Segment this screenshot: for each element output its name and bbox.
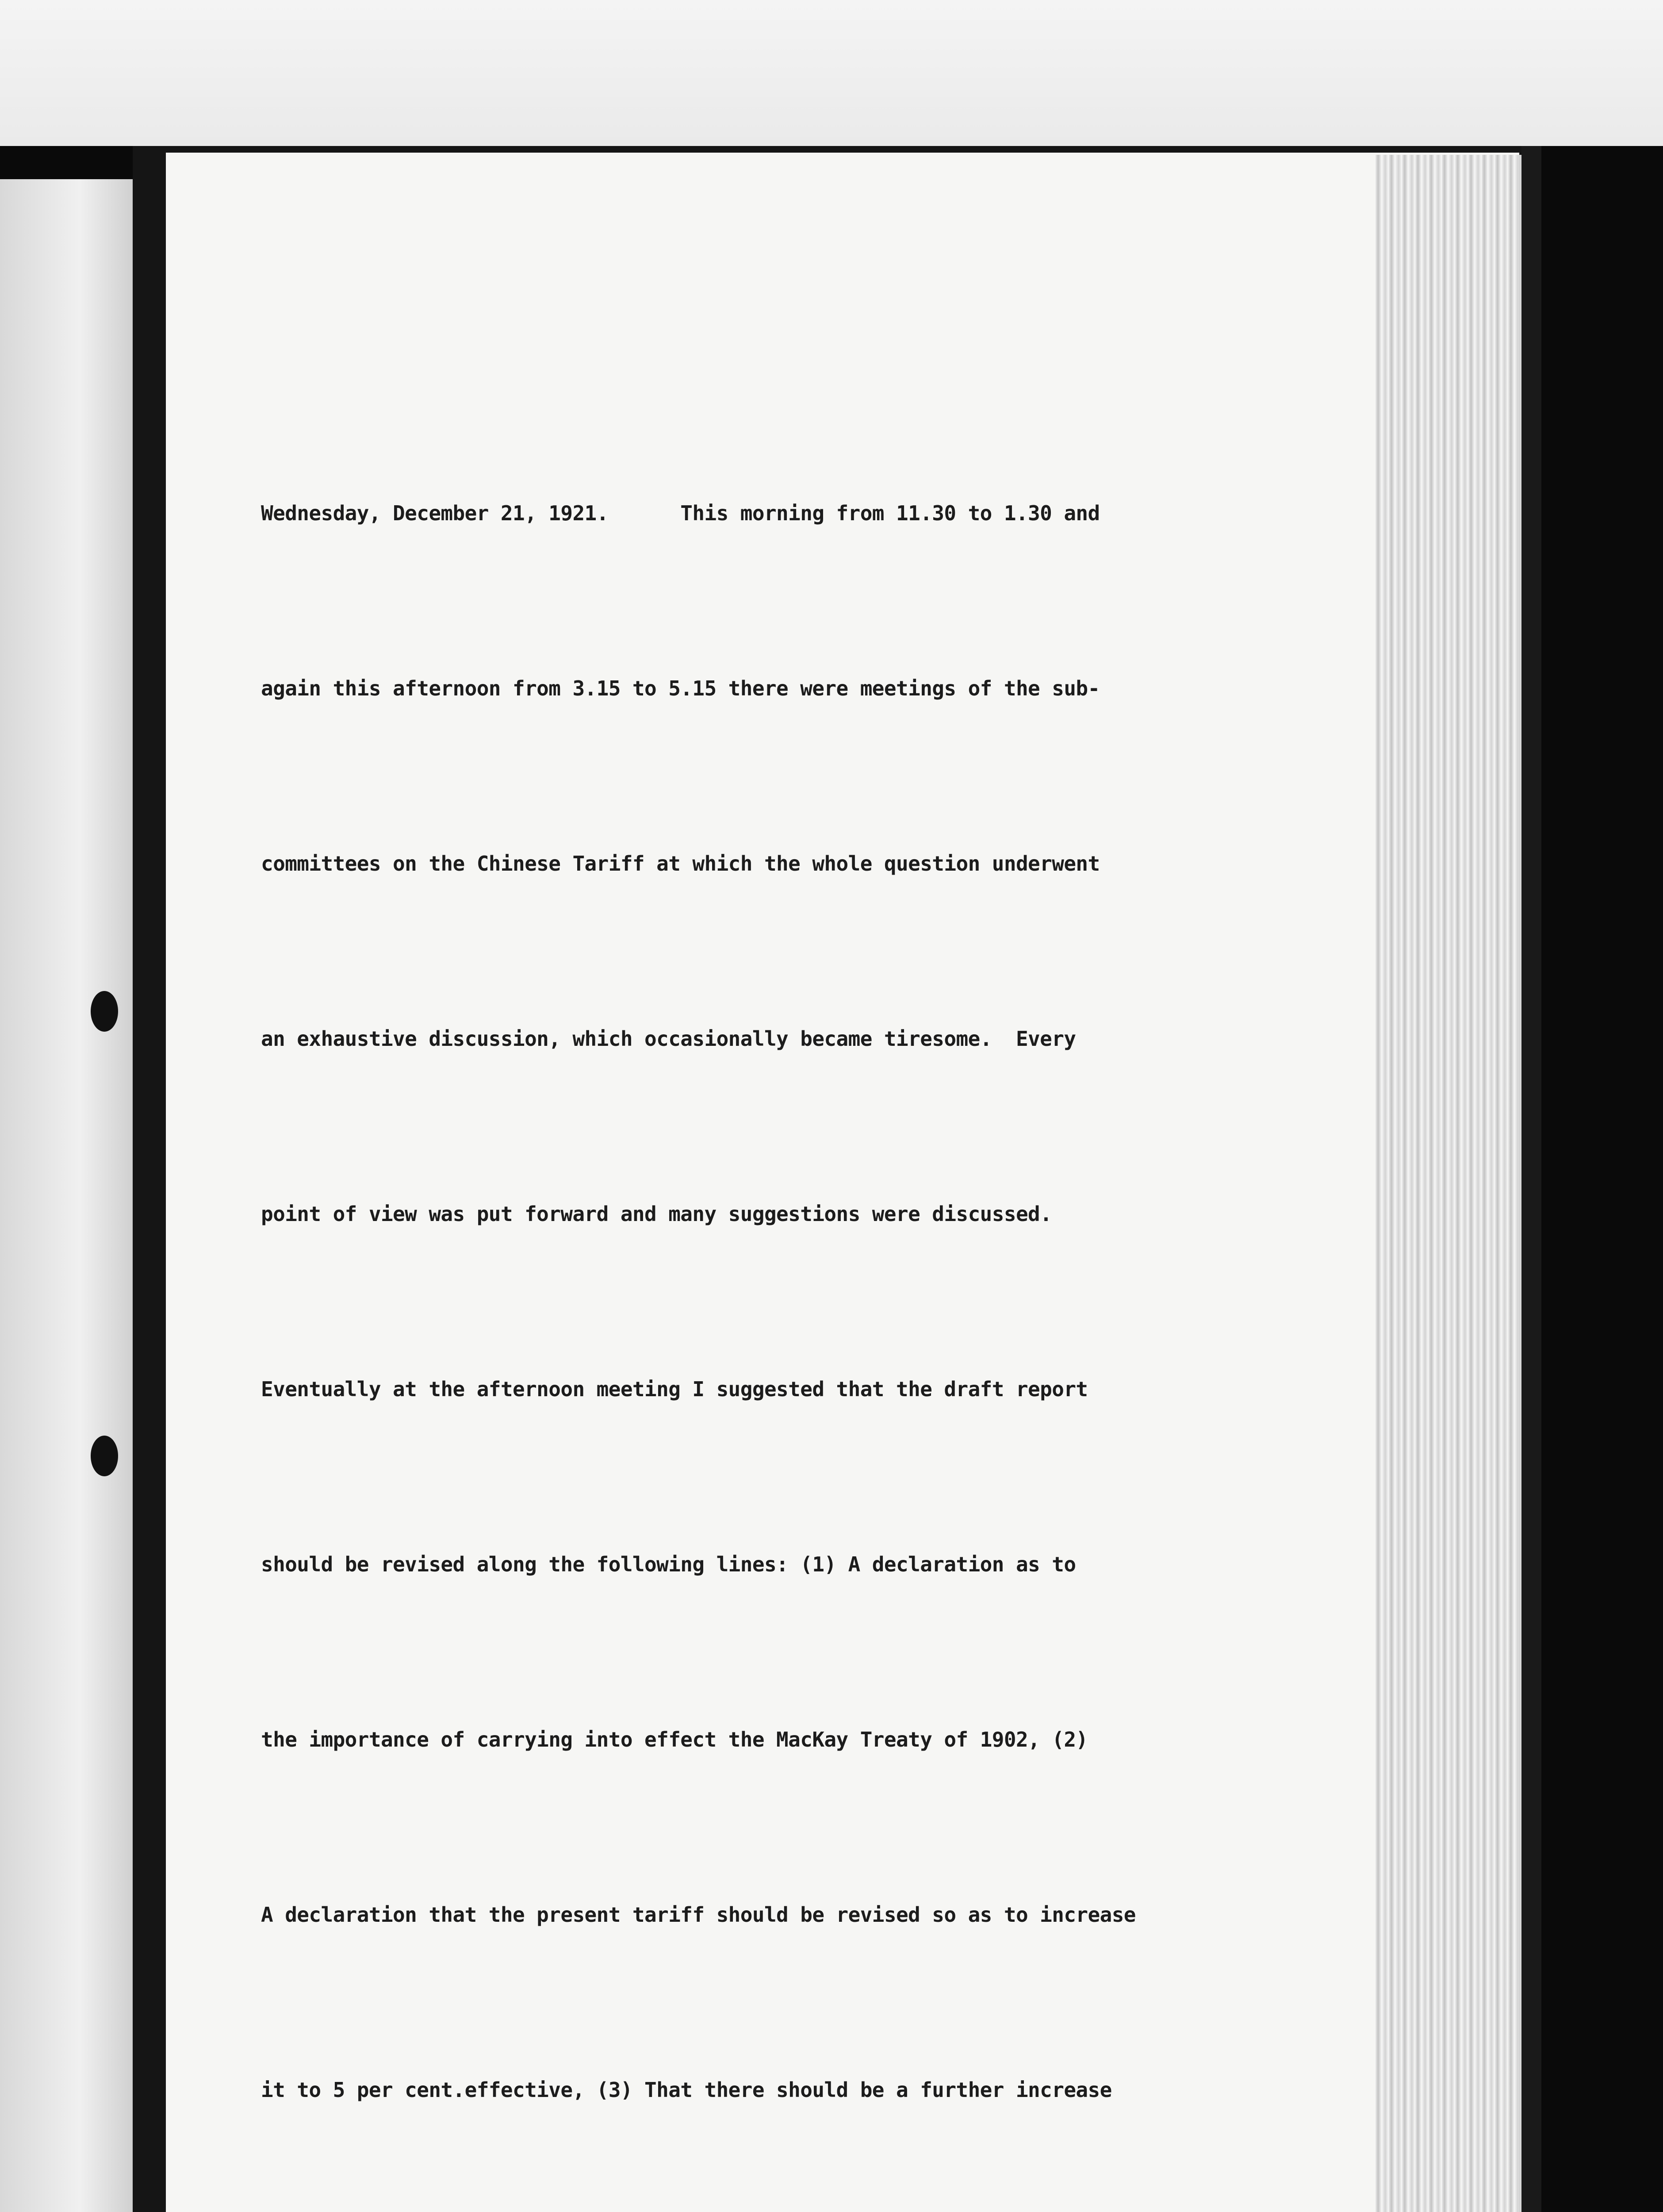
text-line: the importance of carrying into effect the MacKay Treaty of 1902, (2) xyxy=(261,1728,1088,1751)
text-line: Wednesday, December 21, 1921. This morning from 11.30 to 1.30 and xyxy=(261,501,1100,525)
text-line: should be revised along the following lines: (1) A declaration as to xyxy=(261,1552,1076,1576)
binder-hole-bottom xyxy=(91,1436,118,1476)
text-line: again this afternoon from 3.15 to 5.15 there were meetings of the sub- xyxy=(261,676,1100,700)
text-line: an exhaustive discussion, which occasionally became tiresome. Every xyxy=(261,1027,1076,1051)
top-margin xyxy=(0,0,1663,146)
text-line: Eventually at the afternoon meeting I suggested that the draft report xyxy=(261,1377,1088,1401)
binder-spine-right xyxy=(1521,146,1541,2212)
binder-hole-top xyxy=(91,991,118,1032)
facing-page-edge xyxy=(0,179,133,2212)
text-line: point of view was put forward and many suggestions were discussed. xyxy=(261,1202,1052,1226)
text-line: it to 5 per cent.effective, (3) That there should be a further increase xyxy=(261,2078,1112,2102)
text-line: A declaration that the present tariff should be revised so as to increase xyxy=(261,1903,1136,1927)
stacked-page-edges xyxy=(1376,155,1521,2212)
typed-text xyxy=(261,367,1322,2212)
text-line: committees on the Chinese Tariff at which the whole question underwent xyxy=(261,852,1100,876)
